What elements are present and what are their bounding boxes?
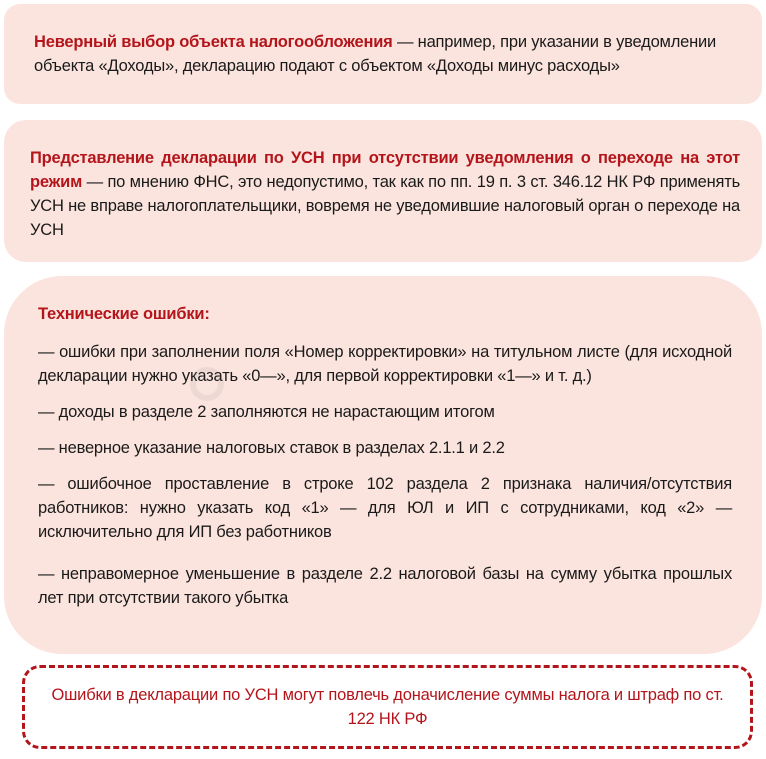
info-card-no-notification — [4, 120, 762, 262]
list-item: — неверное указание налоговых ставок в разделах 2.1.1 и 2.2 — [38, 439, 505, 457]
list-item: — неправомерное уменьшение в разделе 2.2 налоговой базы на сумму убытка прошлых лет при отсутствии такого убытка — [38, 565, 732, 607]
info-card-wrong-tax-object — [4, 4, 762, 104]
warning-text: Ошибки в декларации по УСН могут повлечь доначисление суммы налога и штраф по ст. 122 НК РФ — [51, 686, 724, 728]
list-item: — доходы в разделе 2 заполняются не нарастающим итогом — [38, 403, 495, 421]
card-paragraph — [34, 30, 742, 78]
card-highlight: Неверный выбор объекта налогообложения — [34, 33, 393, 51]
info-card-technical-errors — [4, 276, 762, 654]
card-text: — по мнению ФНС, это недопустимо, так как по пп. 19 п. 3 ст. 346.12 НК РФ применять УСН не вправе налогоплательщики, вовремя не уведомившие налоговый орган о переходе на УСН — [30, 173, 740, 239]
card-highlight: Представление декларации по УСН при отсутствии уведомления о переходе на этот режим — [30, 149, 740, 191]
card-paragraph — [30, 146, 740, 242]
list-item: — ошибочное проставление в строке 102 раздела 2 признака наличия/отсутствия работников: нужно указать код «1» — для ЮЛ и ИП с сотрудниками, код «2» — исключительно для ИП без работников — [38, 475, 732, 541]
card-text: — например, при указании в уведомлении объекта «Доходы», декларацию подают с объектом «Доходы минус расходы» — [34, 33, 717, 75]
card-heading: Технические ошибки: — [38, 305, 210, 323]
list-item: — ошибки при заполнении поля «Номер корректировки» на титульном листе (для исходной декларации нужно указать «0—», для первой корректировки «1—» и т. д.) — [38, 343, 732, 385]
warning-box — [22, 665, 753, 749]
